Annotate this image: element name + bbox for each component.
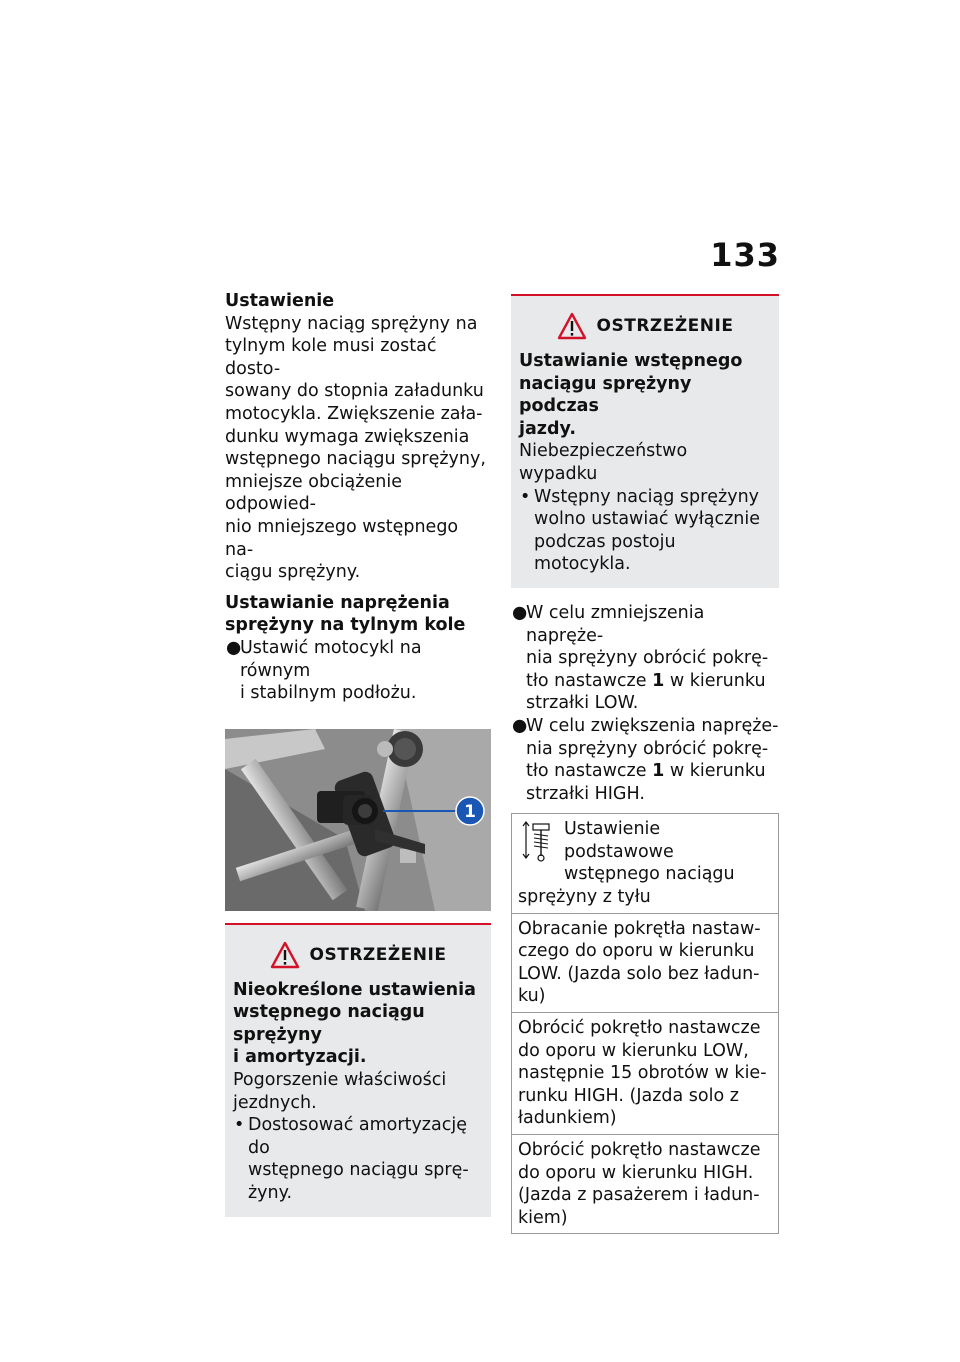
- callout-label: 1: [464, 801, 476, 822]
- bullet-icon: ●: [512, 602, 528, 623]
- reference-number: 1: [652, 761, 665, 782]
- list-item: • Wstępny naciąg sprężyny wolno ustawiać wyłącznie podczas postoju motocykla.: [520, 486, 761, 575]
- warning-box-right: [511, 294, 779, 588]
- warning-heading: Ustawianie wstępnego naciągu sprężyny podczas jazdy.: [519, 351, 743, 439]
- warning-triangle-icon: [557, 312, 587, 340]
- warning-triangle-icon: [270, 941, 300, 969]
- subheading: Ustawianie naprężenia sprężyny na tylnym kole: [225, 592, 466, 636]
- right-steps-list: [511, 602, 779, 805]
- warning-consequence: Pogorszenie właściwości jezdnych.: [233, 1070, 447, 1113]
- spec-table: [511, 813, 779, 1234]
- spec-table-row: Obrócić pokrętło nastawcze do oporu w kierunku HIGH. (Jazda z pasażerem i ładun- kiem): [512, 1134, 778, 1233]
- warning-consequence: Niebezpieczeństwo wypadku: [519, 441, 688, 484]
- warning-title: OSTRZEŻENIE: [596, 316, 734, 336]
- list-item: ● W celu zmniejszenia napręże- nia sprężyny obrócić pokrę- tło nastawcze 1 w kierunku strzałki LOW.: [512, 602, 769, 714]
- left-column: [225, 290, 491, 1217]
- spec-table-row: Obrócić pokrętło nastawcze do oporu w kierunku LOW, następnie 15 obrotów w kie- runku HIGH. (Jazda solo z ładunkiem): [512, 1012, 778, 1134]
- warning-steps-list: [519, 486, 771, 576]
- left-steps-list: [225, 637, 491, 705]
- intro-paragraph: Wstępny naciąg sprężyny na tylnym kole musi zostać dosto- sowany do stopnia załadunku motocykla. Zwiększenie zała- dunku wymaga zwiększenia wstępnego naciągu sprężyny, mniejsze obciążenie odpowied- nio mniejszego wstępnego na- ciągu sprężyny.: [225, 313, 486, 583]
- warning-header: [519, 312, 771, 340]
- warning-steps-list: [233, 1114, 483, 1204]
- warning-header: [233, 941, 483, 969]
- reference-number: 1: [652, 670, 665, 691]
- spring-preload-icon: [520, 820, 558, 864]
- right-column: [511, 294, 779, 1234]
- bullet-icon: ●: [226, 637, 242, 658]
- warning-heading: Nieokreślone ustawienia wstępnego naciągu sprężyny i amortyzacji.: [233, 979, 476, 1068]
- suspension-photo: [225, 729, 491, 911]
- warning-box-left: [225, 923, 491, 1217]
- spec-table-header: Ustawienie podstawowe wstępnego naciągu sprężyny z tyłu: [518, 819, 735, 908]
- bullet-icon: •: [520, 486, 531, 507]
- section-heading: Ustawienie: [225, 291, 335, 311]
- bullet-icon: •: [234, 1115, 245, 1136]
- list-item: • Dostosować amortyzację do wstępnego naciągu sprę- żyny.: [234, 1115, 469, 1204]
- warning-title: OSTRZEŻENIE: [309, 944, 447, 965]
- spec-table-row: Obracanie pokrętła nastaw- czego do oporu w kierunku LOW. (Jazda solo bez ładun- ku): [512, 913, 778, 1012]
- page-number: 133: [710, 236, 780, 274]
- suspension-illustration: [225, 729, 491, 911]
- bullet-icon: ●: [512, 715, 528, 736]
- list-item: ● W celu zwiększenia napręże- nia sprężyny obrócić pokrę- tło nastawcze 1 w kierunku strzałki HIGH.: [512, 715, 779, 804]
- list-item: ● Ustawić motocykl na równym i stabilnym podłożu.: [226, 637, 422, 704]
